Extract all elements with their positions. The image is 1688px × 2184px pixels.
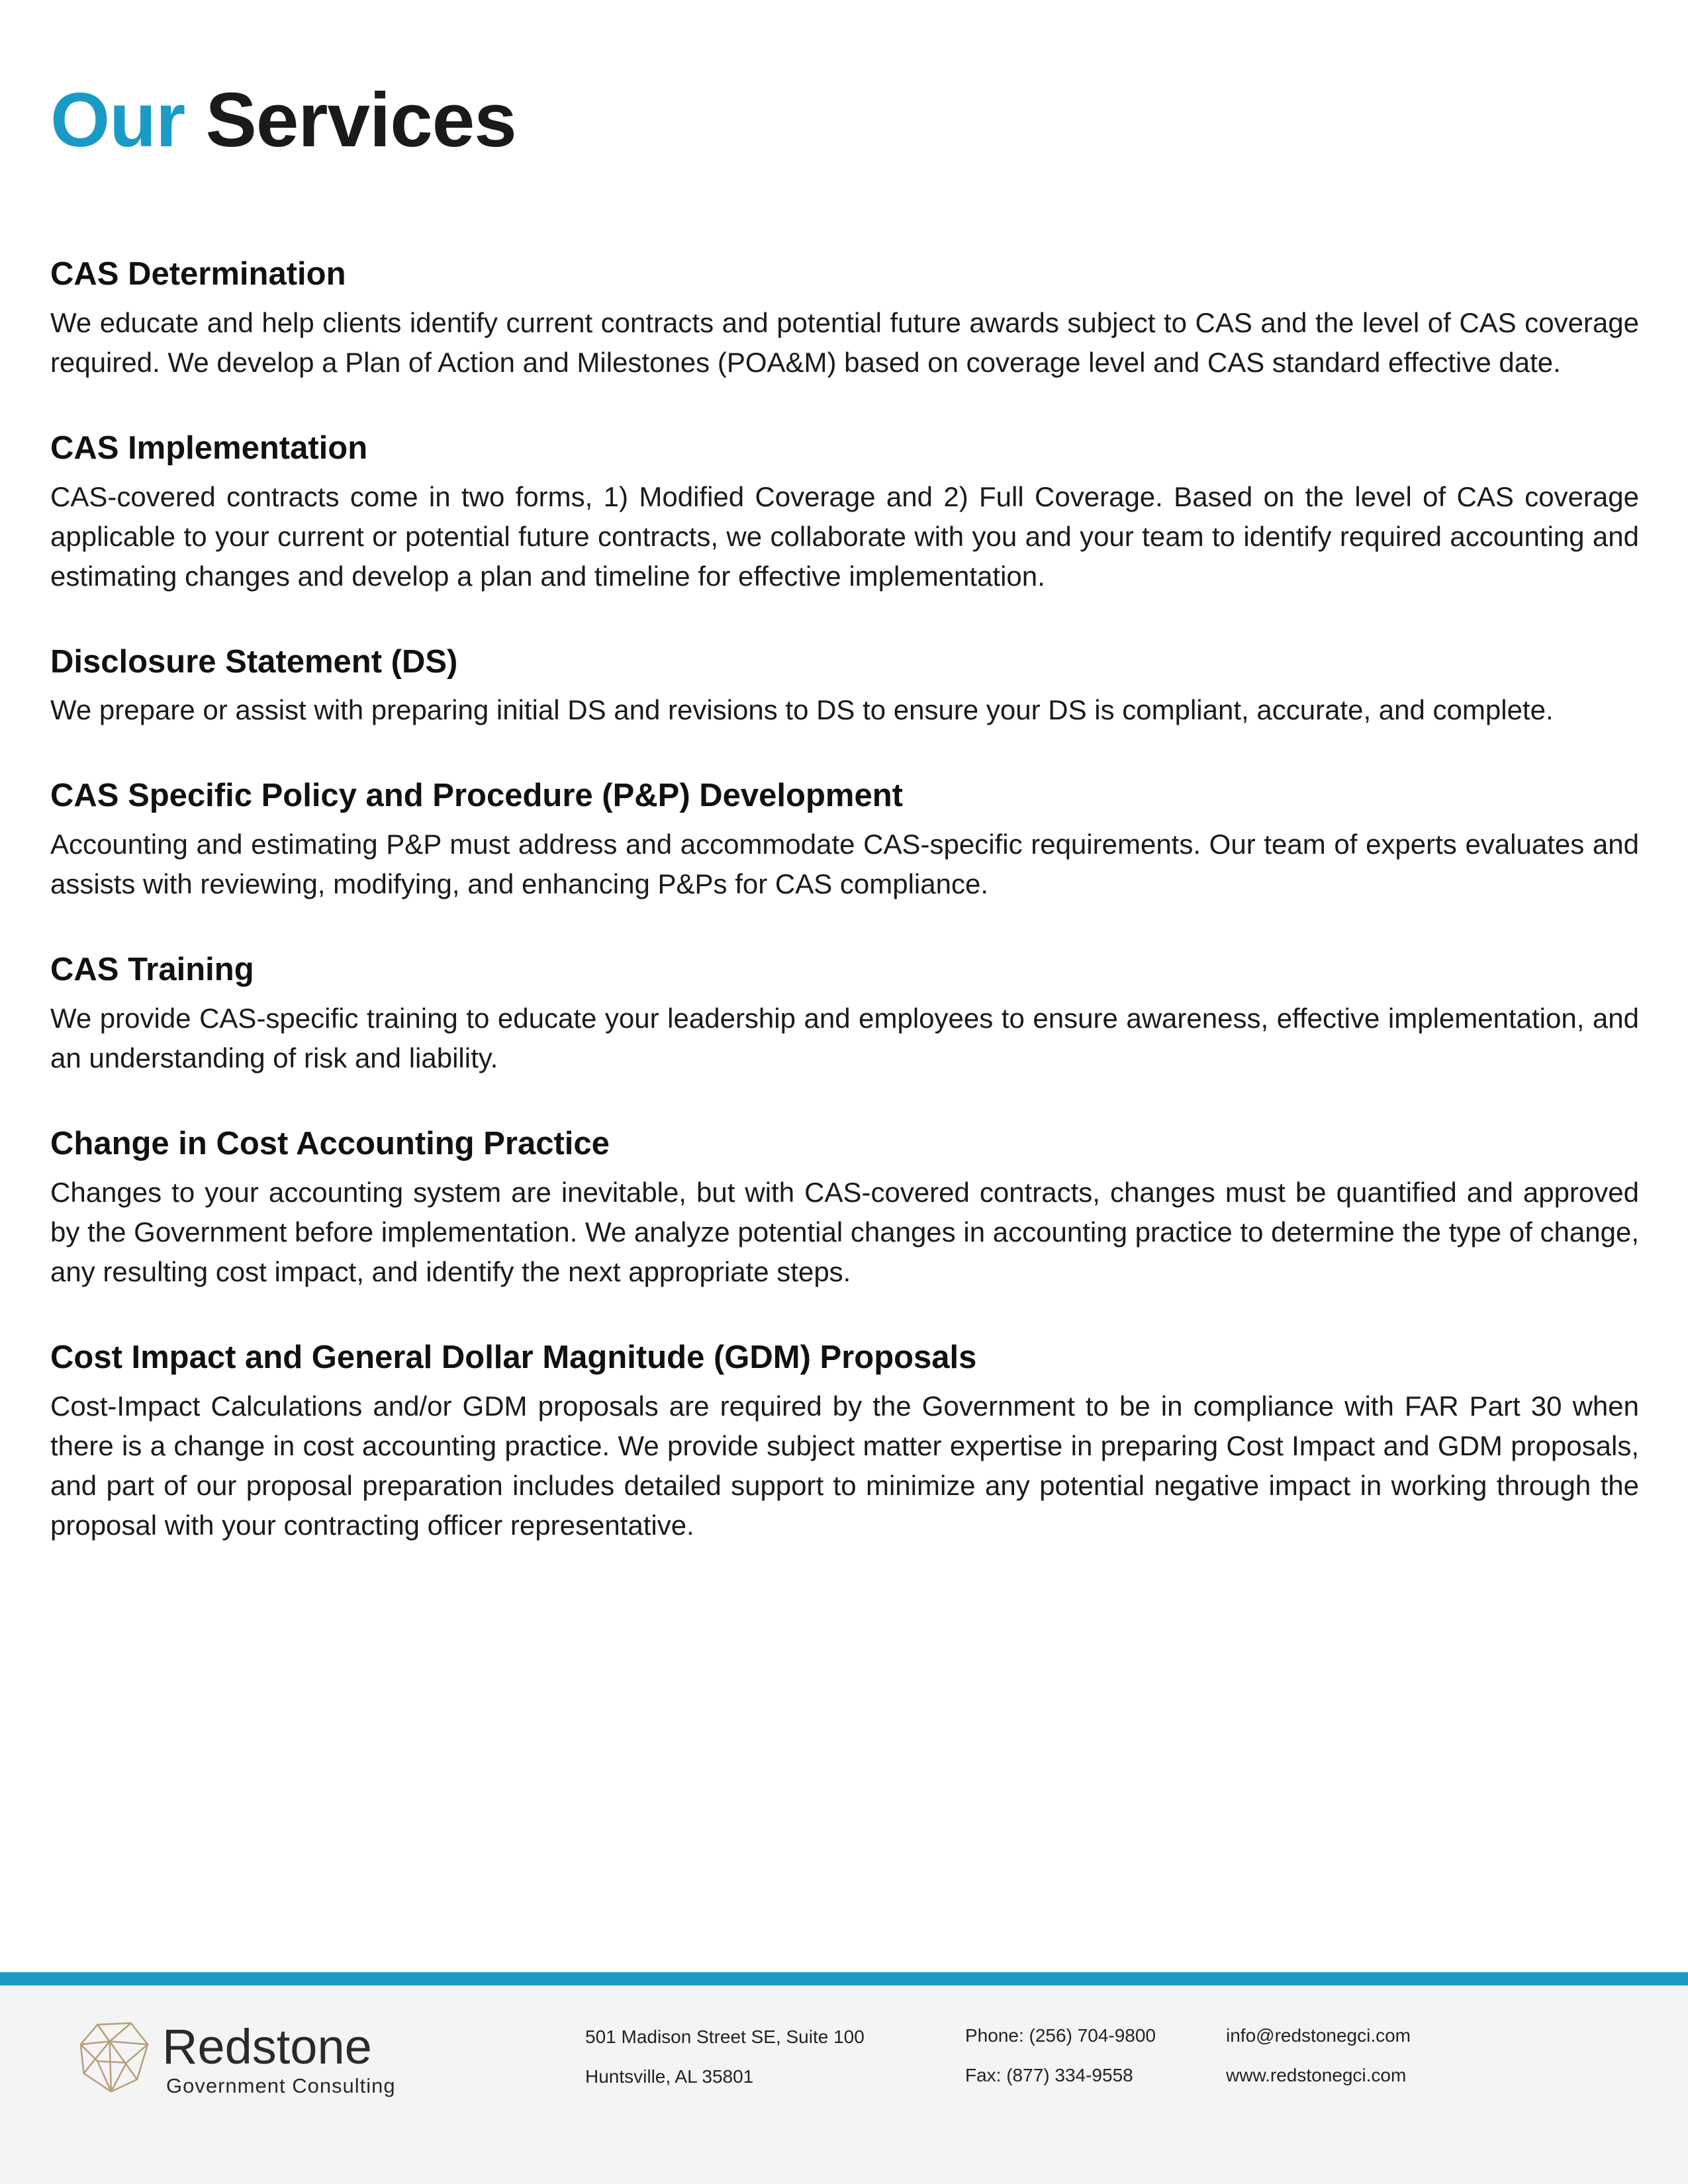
- section-policy-procedure: [50, 776, 1639, 904]
- company-logo: [76, 2019, 447, 2098]
- section-heading: CAS Determination: [50, 256, 346, 292]
- email-link[interactable]: info@redstonegci.com: [1226, 2025, 1411, 2046]
- section-heading: CAS Training: [50, 952, 254, 988]
- section-heading: CAS Implementation: [50, 430, 368, 466]
- section-body: Changes to your accounting system are inevitable, but with CAS-covered contracts, changes must be quantified and approved by the Government before implementation. We analyze potential changes in accounting practice to determine the type of change, any resulting cost impact, and identify the next appropriate steps.: [50, 1176, 1639, 1287]
- section-body: We educate and help clients identify current contracts and potential future awards subject to CAS and the level of CAS coverage required. We develop a Plan of Action and Milestones (POA&M) based on coverage level and CAS standard effective date.: [50, 306, 1639, 378]
- section-change-cost-accounting: [50, 1124, 1639, 1292]
- logo-name: Redstone: [162, 2019, 372, 2074]
- section-heading: Disclosure Statement (DS): [50, 643, 458, 680]
- section-body: Accounting and estimating P&P must address and accommodate CAS-specific requirements. Our team of experts evaluates and assists with reviewing, modifying, and enhancing P&Ps for CAS compliance.: [50, 829, 1639, 900]
- section-heading: CAS Specific Policy and Procedure (P&P) Development: [50, 778, 903, 814]
- section-cost-impact-gdm: [50, 1338, 1639, 1545]
- phone-number: Phone: (256) 704-9800: [965, 2025, 1156, 2046]
- section-cas-training: [50, 950, 1639, 1078]
- services-list: [50, 255, 1639, 1592]
- address-line1: 501 Madison Street SE, Suite 100: [585, 2026, 865, 2047]
- section-body: We prepare or assist with preparing initial DS and revisions to DS to ensure your DS is compliant, accurate, and complete.: [50, 694, 1554, 726]
- address-line2: Huntsville, AL 35801: [585, 2066, 754, 2087]
- redstone-gem-icon: [76, 2019, 152, 2095]
- section-body: CAS-covered contracts come in two forms, 1) Modified Coverage and 2) Full Coverage. Based on the level of CAS coverage applicable to your current or potential future contracts, we collaborate with you and your team to identify required accounting and estimating changes and develop a plan and timeline for effective implementation.: [50, 480, 1639, 592]
- logo-subtitle: Government Consulting: [166, 2074, 396, 2097]
- title-rest: Services: [205, 77, 516, 163]
- footer: [0, 1972, 1688, 2184]
- section-disclosure-statement: [50, 643, 1639, 731]
- section-body: We provide CAS-specific training to educate your leadership and employees to ensure awareness, effective implementation, and an understanding of risk and liability.: [50, 1002, 1639, 1073]
- section-body: Cost-Impact Calculations and/or GDM proposals are required by the Government to be in compliance with FAR Part 30 when there is a change in cost accounting practice. We provide subject matter expertise in preparing Cost Impact and GDM proposals, and part of our proposal preparation includes detailed support to minimize any potential negative impact in working through the proposal with your contracting officer representative.: [50, 1390, 1639, 1541]
- section-heading: Cost Impact and General Dollar Magnitude (GDM) Proposals: [50, 1339, 977, 1375]
- fax-number: Fax: (877) 334-9558: [965, 2065, 1133, 2085]
- title-accent: Our: [50, 77, 185, 163]
- section-cas-implementation: [50, 429, 1639, 596]
- website-link[interactable]: www.redstonegci.com: [1226, 2065, 1407, 2085]
- section-heading: Change in Cost Accounting Practice: [50, 1125, 610, 1161]
- page-title: [50, 78, 516, 163]
- section-cas-determination: [50, 255, 1639, 383]
